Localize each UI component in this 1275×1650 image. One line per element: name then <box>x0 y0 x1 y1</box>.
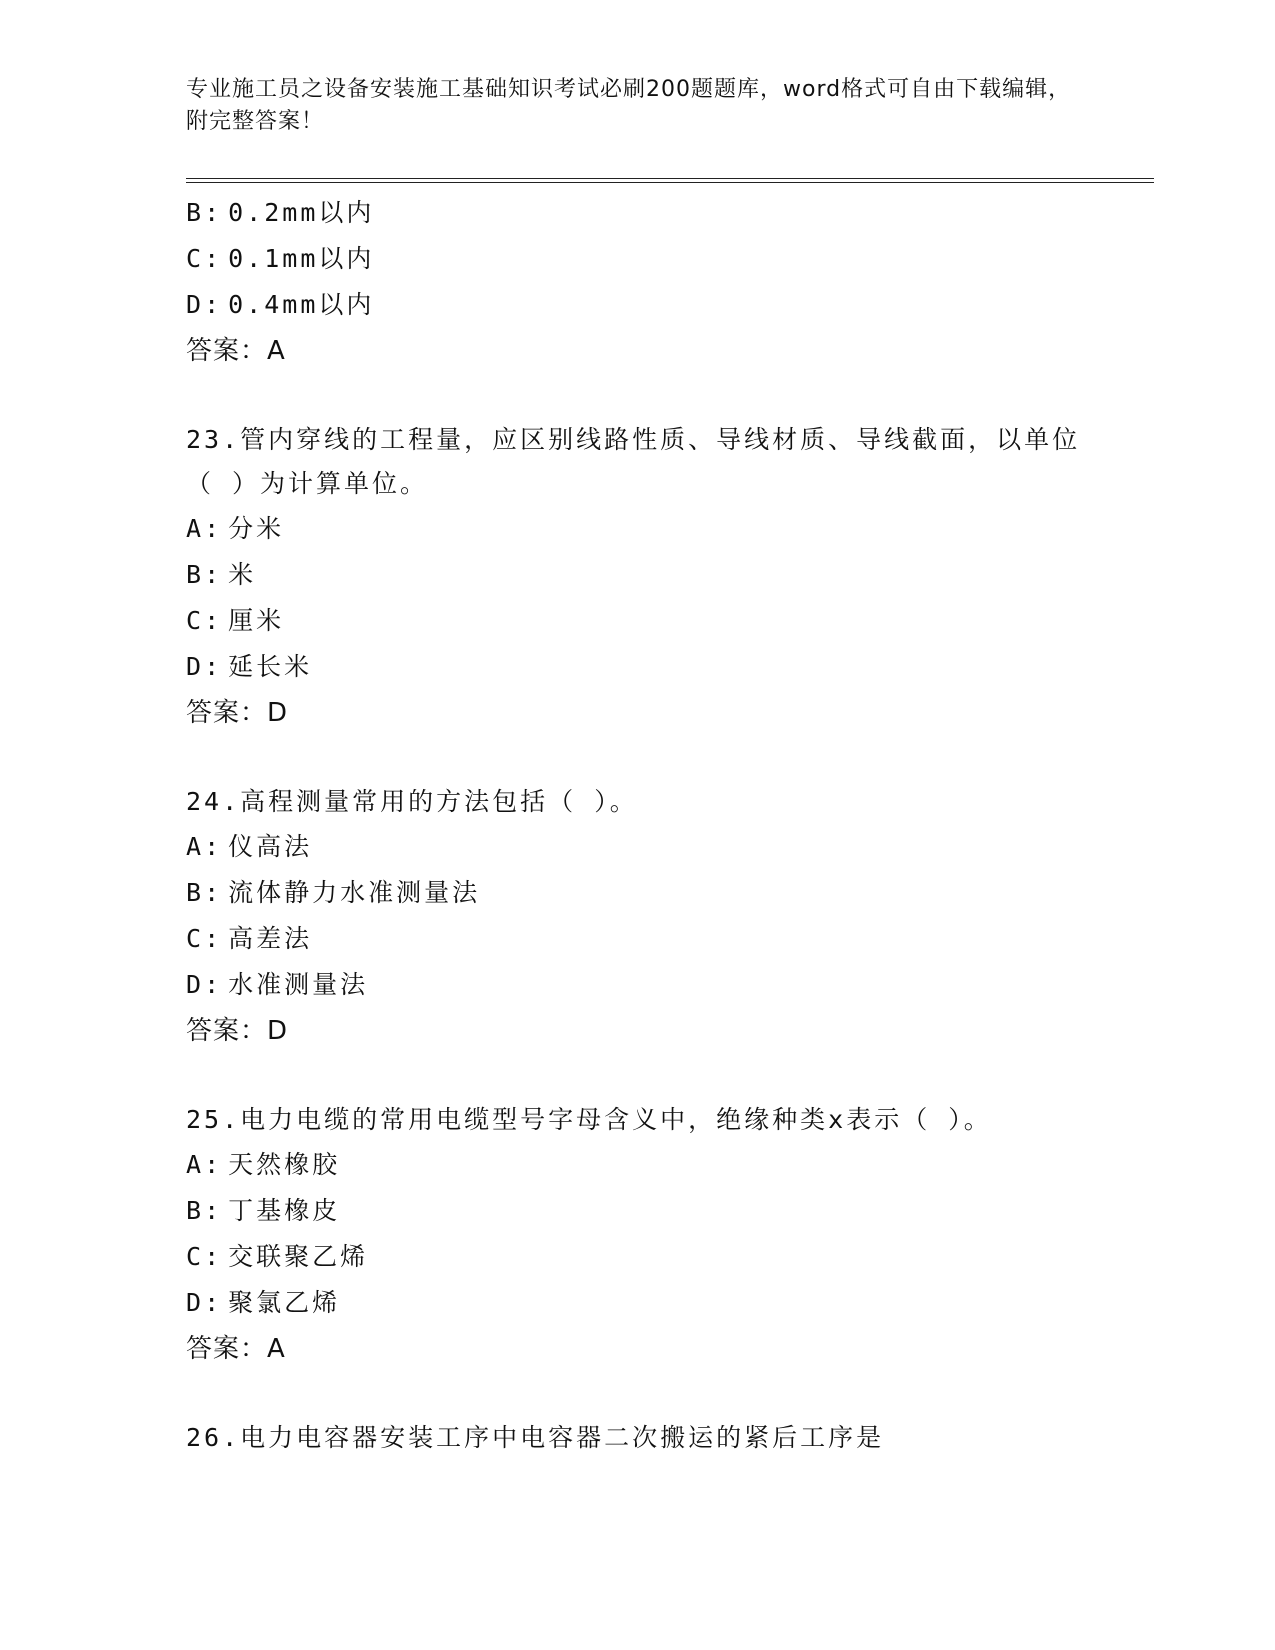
question-title: 23.管内穿线的工程量，应区别线路性质、导线材质、导线截面，以单位（ ）为计算单位。 <box>186 425 1081 498</box>
option-d: D: 水准测量法 <box>186 970 369 999</box>
option-b: B: 0.2mm以内 <box>186 198 375 227</box>
question-23 <box>186 418 1146 736</box>
option-b: B: 米 <box>186 560 257 589</box>
answer-line: 答案：D <box>186 1016 289 1046</box>
answer-line: 答案：A <box>186 1334 286 1364</box>
document-page <box>186 0 1146 1650</box>
option-c: C: 交联聚乙烯 <box>186 1242 369 1271</box>
option-b: B: 丁基橡皮 <box>186 1196 341 1225</box>
question-25 <box>186 1098 1146 1372</box>
option-b: B: 流体静力水准测量法 <box>186 878 481 907</box>
option-c: C: 0.1mm以内 <box>186 244 375 273</box>
question-title: 26.电力电容器安装工序中电容器二次搬运的紧后工序是 <box>186 1423 885 1452</box>
option-a: A: 分米 <box>186 514 285 543</box>
option-d: D: 延长米 <box>186 652 313 681</box>
question-list <box>186 190 1146 1460</box>
answer-line: 答案：D <box>186 698 289 728</box>
option-a: A: 仪高法 <box>186 832 313 861</box>
option-d: D: 聚氯乙烯 <box>186 1288 341 1317</box>
question-title: 25.电力电缆的常用电缆型号字母含义中，绝缘种类x表示（ ）。 <box>186 1105 992 1134</box>
option-c: C: 厘米 <box>186 606 285 635</box>
header-divider <box>186 178 1154 183</box>
option-d: D: 0.4mm以内 <box>186 290 375 319</box>
answer-line: 答案：A <box>186 336 286 366</box>
question-26 <box>186 1416 1146 1460</box>
option-c: C: 高差法 <box>186 924 313 953</box>
question-24 <box>186 780 1146 1054</box>
question-title: 24.高程测量常用的方法包括（ ）。 <box>186 787 638 816</box>
document-header: 专业施工员之设备安装施工基础知识考试必刷200题题库，word格式可自由下载编辑，附完整答案！ <box>186 77 1072 134</box>
option-a: A: 天然橡胶 <box>186 1150 341 1179</box>
partial-question <box>186 190 1146 374</box>
